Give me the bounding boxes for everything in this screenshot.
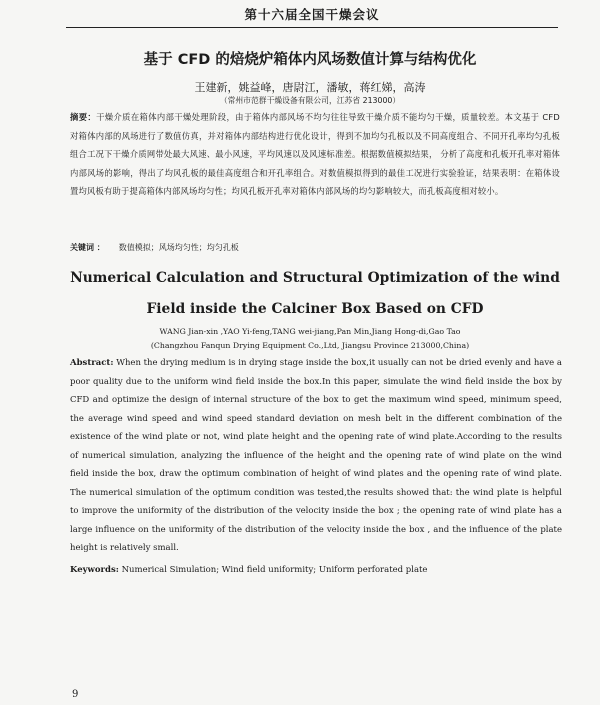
abstract-cn-text: 干燥介质在箱体内部干燥处理阶段，由于箱体内部风场不均匀往往导致干燥介质不能均匀干燥，质量较差。本文基于 CFD 对箱体内部的风场进行了数值仿真，并对箱体内部结构进行优化设计，得到不加均匀孔板以及不同高度组合、不同开孔率均匀孔板组合工况下干燥介质网带处最大风速、最小风速，平均风速以及风速标准差。根据数值模拟结果， 分析了高度和孔板开孔率对箱体内部风场的影响，得出了均风孔板的最佳高度组合和开孔率组合。对数值模拟得到的最佳工况进行实验验证，结果表明：在箱体设置均风板有助于提高箱体内部风场均匀性；均风孔板开孔率对箱体内部风场的均匀影响较大，而孔板高度相对较小。 xyxy=(70,112,560,196)
abstract-en-text: When the drying medium is in drying stage inside the box,it usually can not be dried evenly and have a poor quality due to the uniform wind field inside the box.In this paper, simulate the wind field inside the box by CFD and optimize the design of internal structure of the box to get the maximum wind speed, minimum speed, the average wind speed and wind speed standard deviation on mesh belt in the different combination of the existence of the wind plate or not, wind plate height and the opening rate of wind plate.According to the results of numerical simulation, analyzing the influence of the height and the opening rate of wind plate on the wind field inside the box, draw the optimum combination of height of wind plates and the opening rate of wind plate. The numerical simulation of the optimum condition was tested,the results showed that: the wind plate is helpful to improve the uniformity of the distribution of the velocity inside the box ; the opening rate of wind plate has a large influence on the uniformity of the distribution of the velocity inside the box , and the influence of the plate height is relatively small. xyxy=(70,358,562,553)
page-number: 9 xyxy=(72,689,79,700)
authors-cn: 王建新，姚益峰，唐尉江，潘敏，蒋红娣，高涛 xyxy=(194,81,426,94)
running-header: 第十六届全国干燥会议 xyxy=(66,3,558,28)
abstract-en-label: Abstract: xyxy=(70,358,114,368)
keywords-en-label: Keywords: xyxy=(70,565,119,575)
keywords-en-text: Numerical Simulation; Wind field uniformity; Uniform perforated plate xyxy=(118,565,428,575)
keywords-cn-text: 数值模拟；风场均匀性；均匀孔板 xyxy=(118,243,239,252)
affiliation-en: (Changzhou Fanqun Drying Equipment Co.,Ltd, Jiangsu Province 213000,China) xyxy=(150,341,470,350)
keywords-cn xyxy=(70,242,239,253)
abstract-cn-label: 摘要： xyxy=(70,112,97,122)
affiliation-cn: （常州市范群干燥设备有限公司，江苏省 213000） xyxy=(219,96,401,105)
keywords-en xyxy=(70,565,427,575)
paper-title-en xyxy=(70,263,560,325)
paper-title-en-line2: Field inside the Calciner Box Based on CFD xyxy=(146,301,484,317)
abstract-en xyxy=(70,354,562,558)
authors-en: WANG Jian-xin ,YAO Yi-feng,TANG wei-jiang,Pan Min,Jiang Hong-di,Gao Tao xyxy=(159,327,461,336)
abstract-cn xyxy=(70,108,560,201)
paper-title-cn: 基于 CFD 的焙烧炉箱体内风场数值计算与结构优化 xyxy=(143,52,477,68)
paper-title-en-line1: Numerical Calculation and Structural Optimization of the wind xyxy=(70,270,560,286)
keywords-cn-label: 关键词 ： xyxy=(70,243,105,252)
